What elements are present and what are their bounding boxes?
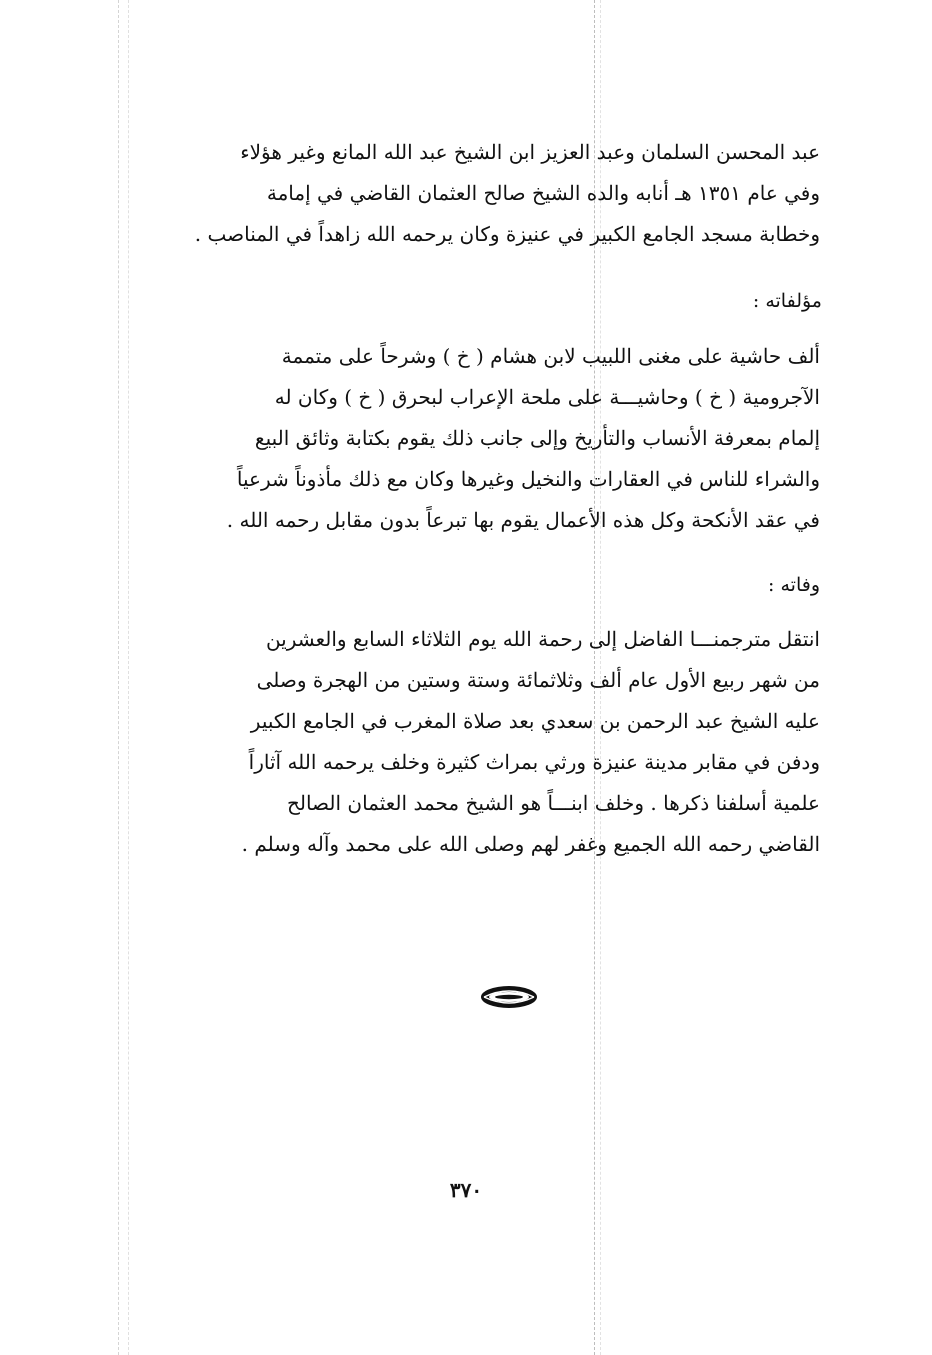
text-line: في عقد الأنكحة وكل هذه الأعمال يقوم بها تبرعاً بدون مقابل رحمه الله .: [226, 508, 820, 532]
ornament-divider-icon: [478, 982, 540, 1012]
text-line: انتقل مترجمنـــا الفاضل إلى رحمة الله يوم الثلاثاء السابع والعشرين: [265, 627, 820, 651]
paragraph-works: [170, 336, 820, 541]
text-line: وخطابة مسجد الجامع الكبير في عنيزة وكان يرحمه الله زاهداً في المناصب .: [194, 222, 820, 246]
page-number: ٣٧٠: [449, 1178, 483, 1202]
section-heading-death: وفاته :: [768, 574, 820, 596]
text-line: من شهر ربيع الأول عام ألف وثلاثمائة وستة وستين من الهجرة وصلى: [256, 668, 820, 692]
scan-artifact-line: [128, 0, 129, 1355]
text-line: وفي عام ١٣٥١ هـ أنابه والده الشيخ صالح العثمان القاضي في إمامة: [266, 181, 820, 205]
text-line: إلمام بمعرفة الأنساب والتأريخ وإلى جانب ذلك يقوم بكتابة وثائق البيع: [254, 426, 820, 450]
section-heading-works: مؤلفاته :: [752, 290, 822, 312]
text-line: ودفن في مقابر مدينة عنيزة ورثي بمراث كثيرة وخلف يرحمه الله آثاراً: [248, 750, 820, 774]
paragraph-biography: [170, 132, 820, 255]
text-line: عبد المحسن السلمان وعبد العزيز ابن الشيخ عبد الله المانع وغير هؤلاء: [240, 140, 820, 164]
text-line: الآجرومية ( خ ) وحاشيـــة على ملحة الإعراب لبحرق ( خ ) وكان له: [274, 385, 820, 409]
paragraph-death: [170, 619, 820, 865]
text-line: والشراء للناس في العقارات والنخيل وغيرها وكان مع ذلك مأذوناً شرعياً: [236, 467, 820, 491]
scan-artifact-line: [118, 0, 119, 1355]
text-line: عليه الشيخ عبد الرحمن بن سعدي بعد صلاة المغرب في الجامع الكبير: [250, 709, 820, 733]
text-line: علمية أسلفنا ذكرها . وخلف ابنـــاً هو الشيخ محمد العثمان الصالح: [286, 791, 820, 815]
text-line: ألف حاشية على مغنى اللبيب لابن هشام ( خ ) وشرحاً على متممة: [281, 344, 820, 368]
text-line: القاضي رحمه الله الجميع وغفر لهم وصلى الله على محمد وآله وسلم .: [241, 832, 820, 856]
